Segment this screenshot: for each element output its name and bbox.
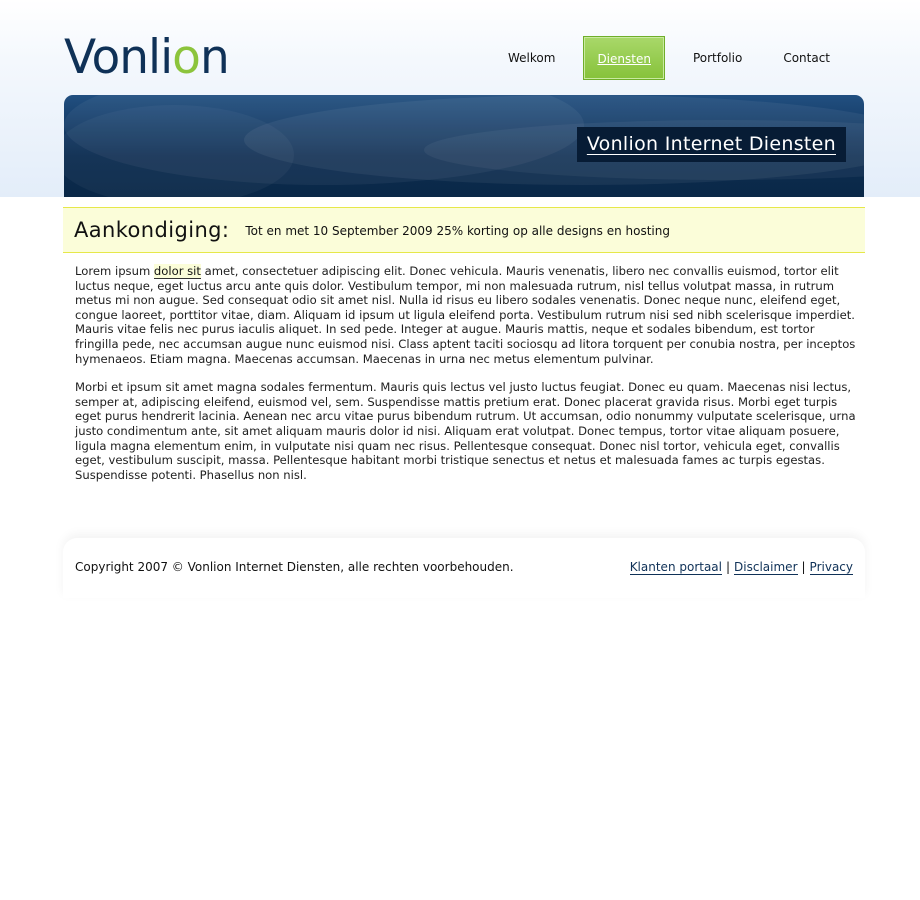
highlighted-link[interactable]: dolor sit (153, 264, 201, 278)
main-navigation (490, 36, 853, 80)
footer-link-disclaimer[interactable]: Disclaimer (734, 560, 798, 574)
footer-link-privacy[interactable]: Privacy (809, 560, 853, 574)
nav-item-portfolio[interactable]: Portfolio (692, 51, 743, 65)
main-content (75, 264, 857, 496)
announcement-bar (63, 207, 865, 253)
logo-text-end: n (199, 30, 229, 85)
banner-title (577, 127, 846, 162)
nav-item-contact[interactable]: Contact (783, 51, 831, 65)
nav-item-diensten-label: Diensten (597, 52, 651, 66)
announcement-text: Tot en met 10 September 2009 25% korting op alle designs en hosting (245, 224, 670, 238)
footer-link-klanten-portaal[interactable]: Klanten portaal (629, 560, 722, 574)
copyright-text: Copyright 2007 © Vonlion Internet Diensten, alle rechten voorbehouden. (75, 560, 514, 574)
nav-item-diensten[interactable] (583, 36, 665, 80)
paragraph-text: amet, consectetuer adipiscing elit. Donec vehicula. Mauris venenatis, libero nec convallis euismod, tortor elit luctus neque, eget luctus arcu ante quis dolor. Vestibulum tempor, mi non malesuada rutrum, nisl tellus volutpat massa, in rutrum metus mi non augue. Sed consequat odio sit amet nisl. Nulla id risus eu libero sodales venenatis. Donec neque nunc, eleifend eget, congue laoreet, porttitor vitae, diam. Aliquam id ipsum ut ligula eleifend porta. Vestibulum rutrum nisi sed nibh scelerisque imperdiet. Mauris vitae felis nec purus iaculis aliquet. In sed pede. Integer at augue. Mauris mattis, neque et sodales bibendum, est tortor fringilla pede, nec accumsan augue nunc euismod nisi. Class aptent taciti sociosqu ad litora torquent per conubia nostra, per inceptos hymenaeos. Etiam magna. Maecenas accumsan. Maecenas in urna nec metus elementum pulvinar. (75, 264, 856, 366)
content-paragraph-1 (75, 264, 857, 366)
footer-links (630, 560, 853, 574)
footer (63, 538, 865, 598)
site-logo[interactable] (64, 30, 229, 86)
content-paragraph-2: Morbi et ipsum sit amet magna sodales fermentum. Mauris quis lectus vel justo luctus feugiat. Donec eu quam. Maecenas nisi lectus, semper at, adipiscing eleifend, euismod vel, sem. Suspendisse mattis pretium erat. Donec placerat gravida risus. Morbi eget turpis eget purus hendrerit lacinia. Aenean nec arcu vitae purus bibendum rutrum. Ut accumsan, odio nonummy vulputate scelerisque, urna justo condimentum ante, sit amet aliquam mauris dolor id nisi. Aliquam erat volutpat. Donec tempus, tortor vitae aliquam posuere, ligula magna elementum enim, in vulputate nisi quam nec risus. Pellentesque consequat. Donec nisl tortor, vehicula eget, convallis eget, vestibulum suscipit, massa. Pellentesque habitant morbi tristique senectus et netus et malesuada fames ac turpis egestas. Suspendisse potenti. Phasellus non nisl. (75, 380, 856, 482)
logo-text-start: Vonli (64, 30, 173, 85)
footer-separator: | (801, 560, 806, 574)
paragraph-text: Lorem ipsum (75, 264, 154, 278)
footer-separator: | (726, 560, 731, 574)
header-banner (64, 95, 864, 197)
banner-title-text: Vonlion Internet Diensten (586, 133, 836, 155)
announcement-label: Aankondiging: (74, 218, 230, 242)
nav-item-welkom[interactable]: Welkom (508, 51, 556, 65)
logo-accent-letter: o (172, 30, 200, 85)
